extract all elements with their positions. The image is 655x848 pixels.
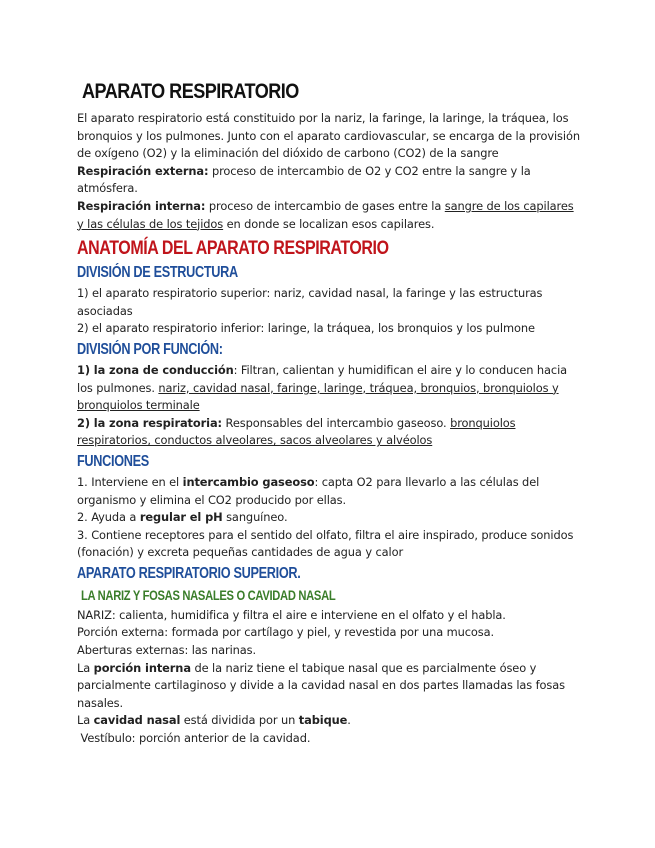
nariz-line-4-bold: porción interna [93,660,191,675]
nariz-line-5-b: está dividida por un [180,713,299,728]
respiracion-interna-text-a: proceso de intercambio de gases entre la [205,198,445,213]
division-funcion-item-1 [77,362,583,415]
funciones-item-1-a: 1. Interviene en el [77,474,183,489]
intro-paragraph [77,110,583,163]
funciones-item-2-bold: regular el pH [139,510,223,525]
nariz-line-5-bold-1: cavidad nasal [93,713,181,728]
nariz-line-5-bold-2: tabique [298,713,348,728]
superior-heading: APARATO RESPIRATORIO SUPERIOR. [77,564,301,582]
funciones-item-1 [77,474,583,509]
division-estructura-item-1: 1) el aparato respiratorio superior: nariz, cavidad nasal, la faringe y las estructuras asociadas [77,286,543,318]
division-funcion-item-2 [77,415,583,450]
respiracion-interna-underlined: sangre de los capilares y las células de los tejidos [77,198,574,231]
nariz-line-5 [77,712,583,730]
nariz-line-6: Vestíbulo: porción anterior de la cavidad. [77,731,311,746]
zona-respiratoria-text: Responsables del intercambio gaseoso. [222,415,451,430]
respiracion-externa-paragraph [77,163,583,198]
funciones-heading: FUNCIONES [77,452,149,470]
nariz-line-4-a: La [77,660,94,675]
respiracion-interna-text-b: en donde se localizan esos capilares. [223,216,435,231]
nariz-line-1: NARIZ: calienta, humidifica y filtra el aire e interviene en el olfato y el habla. [77,607,506,622]
division-funcion-heading: DIVISIÓN POR FUNCIÓN: [77,340,223,358]
zona-conduccion-underlined: nariz, cavidad nasal, faringe, laringe, tráquea, bronquios, bronquiolos y bronquiolos terminale [77,380,559,413]
division-estructura-item-2: 2) el aparato respiratorio inferior: laringe, la tráquea, los bronquios y los pulmone [77,321,535,336]
zona-conduccion-label: 1) la zona de conducción [77,362,234,377]
nariz-line-5-c: . [347,713,351,728]
funciones-item-1-b: : capta O2 para llevarlo a las células del organismo y elimina el CO2 producido por ellas. [77,474,540,507]
intro-text: El aparato respiratorio está constituido por la nariz, la faringe, la laringe, la tráquea, los bronquios y los pulmones. Junto con el aparato cardiovascular, se encarga de la provisión de oxígeno (O2) y la eliminación del dióxido de carbono (CO2) de la sangre [77,111,580,161]
respiracion-interna-label: Respiración interna: [77,198,206,213]
document-title: APARATO RESPIRATORIO [82,80,299,103]
division-estructura-heading: DIVISIÓN DE ESTRUCTURA [77,264,238,282]
anatomia-heading: ANATOMÍA DEL APARATO RESPIRATORIO [77,237,389,260]
nariz-line-2: Porción externa: formada por cartílago y piel, y revestida por una mucosa. [77,625,495,640]
respiracion-interna-paragraph [77,198,583,233]
funciones-item-3: 3. Contiene receptores para el sentido del olfato, filtra el aire inspirado, produce sonidos (fonación) y excreta pequeñas cantidades de agua y calor [77,527,574,560]
respiracion-externa-label: Respiración externa: [77,163,209,178]
zona-conduccion-text: : Filtran, calientan y humidifican el aire y lo conducen hacia los pulmones. [77,362,568,395]
nariz-line-3: Aberturas externas: las narinas. [77,643,257,658]
funciones-item-2-b: sanguíneo. [222,510,288,525]
nariz-heading: LA NARIZ Y FOSAS NASALES O CAVIDAD NASAL [81,586,336,603]
funciones-item-2 [77,509,583,527]
nariz-line-4-b: de la nariz tiene el tabique nasal que es parcialmente óseo y parcialmente cartilaginoso y divide a la cavidad nasal en dos partes llamadas las fosas nasales. [77,660,565,710]
funciones-item-1-bold: intercambio gaseoso [182,474,315,489]
zona-respiratoria-underlined: bronquiolos respiratorios, conductos alveolares, sacos alveolares y alvéolos [77,415,516,448]
funciones-item-2-a: 2. Ayuda a [77,510,140,525]
respiracion-externa-text: proceso de intercambio de O2 y CO2 entre la sangre y la atmósfera. [77,163,531,196]
nariz-line-4 [77,660,583,713]
nariz-line-5-a: La [77,713,94,728]
zona-respiratoria-label: 2) la zona respiratoria: [77,415,222,430]
